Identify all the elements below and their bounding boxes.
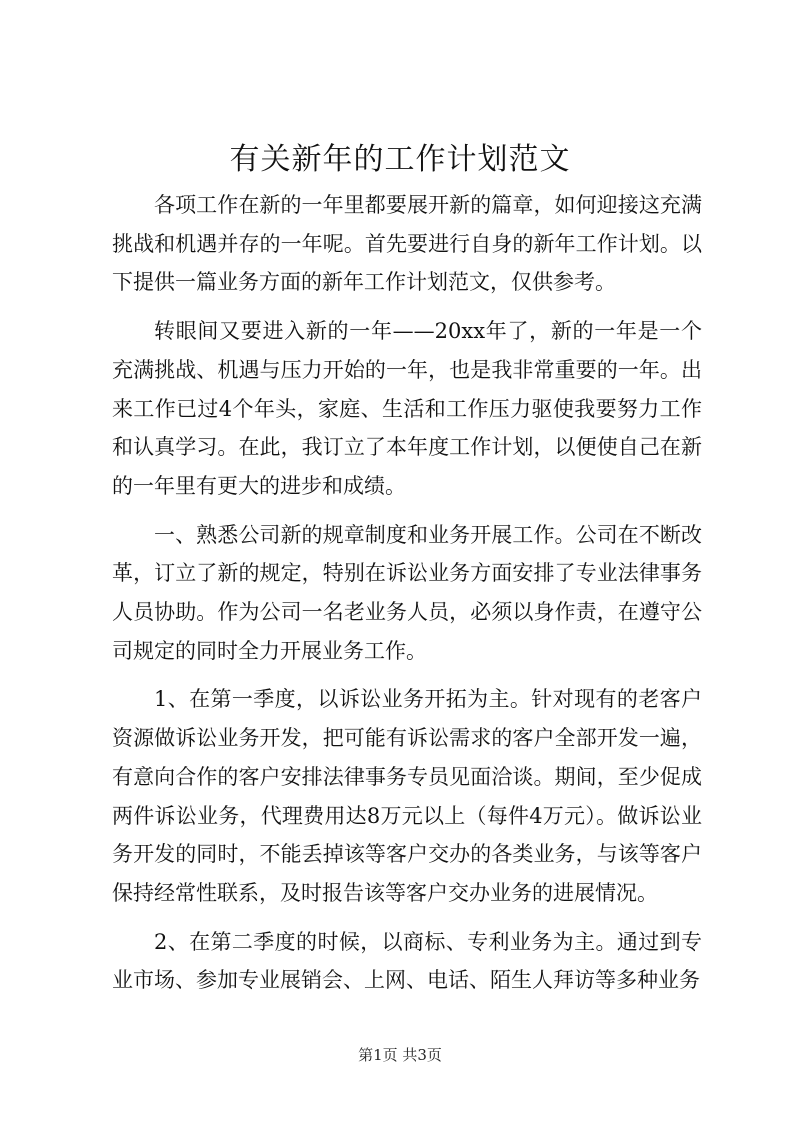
paragraph-q2-plan: 2、在第二季度的时候，以商标、专利业务为主。通过到专业市场、参加专业展销会、上网、电话、陌生人拜访等多种业务 <box>112 929 702 993</box>
paragraph-section-one: 一、熟悉公司新的规章制度和业务开展工作。公司在不断改革，订立了新的规定，特别在诉讼业务方面安排了专业法律事务人员协助。作为公司一名老业务人员，必须以身作责，在遵守公司规定的同时全力开展业务工作。 <box>112 522 702 663</box>
page-number-footer: 第1页 共3页 <box>358 1046 442 1064</box>
paragraph-intro: 各项工作在新的一年里都要展开新的篇章，如何迎接这充满挑战和机遇并存的一年呢。首先要进行自身的新年工作计划。以下提供一篇业务方面的新年工作计划范文，仅供参考。 <box>112 193 702 295</box>
paragraph-q1-plan: 1、在第一季度，以诉讼业务开拓为主。针对现有的老客户资源做诉讼业务开发，把可能有诉讼需求的客户全部开发一遍，有意向合作的客户安排法律事务专员见面洽谈。期间，至少促成两件诉讼业务，代理费用达8万元以上（每件4万元）。做诉讼业务开发的同时，不能丢掉该等客户交办的各类业务，与该等客户保持经常性联系，及时报告该等客户交办业务的进展情况。 <box>112 687 702 905</box>
paragraph-new-year: 转眼间又要进入新的一年——20xx年了，新的一年是一个充满挑战、机遇与压力开始的一年，也是我非常重要的一年。出来工作已过4个年头，家庭、生活和工作压力驱使我要努力工作和认真学习。在此，我订立了本年度工作计划，以便使自己在新的一年里有更大的进步和成绩。 <box>112 319 703 498</box>
document-title: 有关新年的工作计划范文 <box>229 142 571 177</box>
document-body <box>112 186 702 1010</box>
